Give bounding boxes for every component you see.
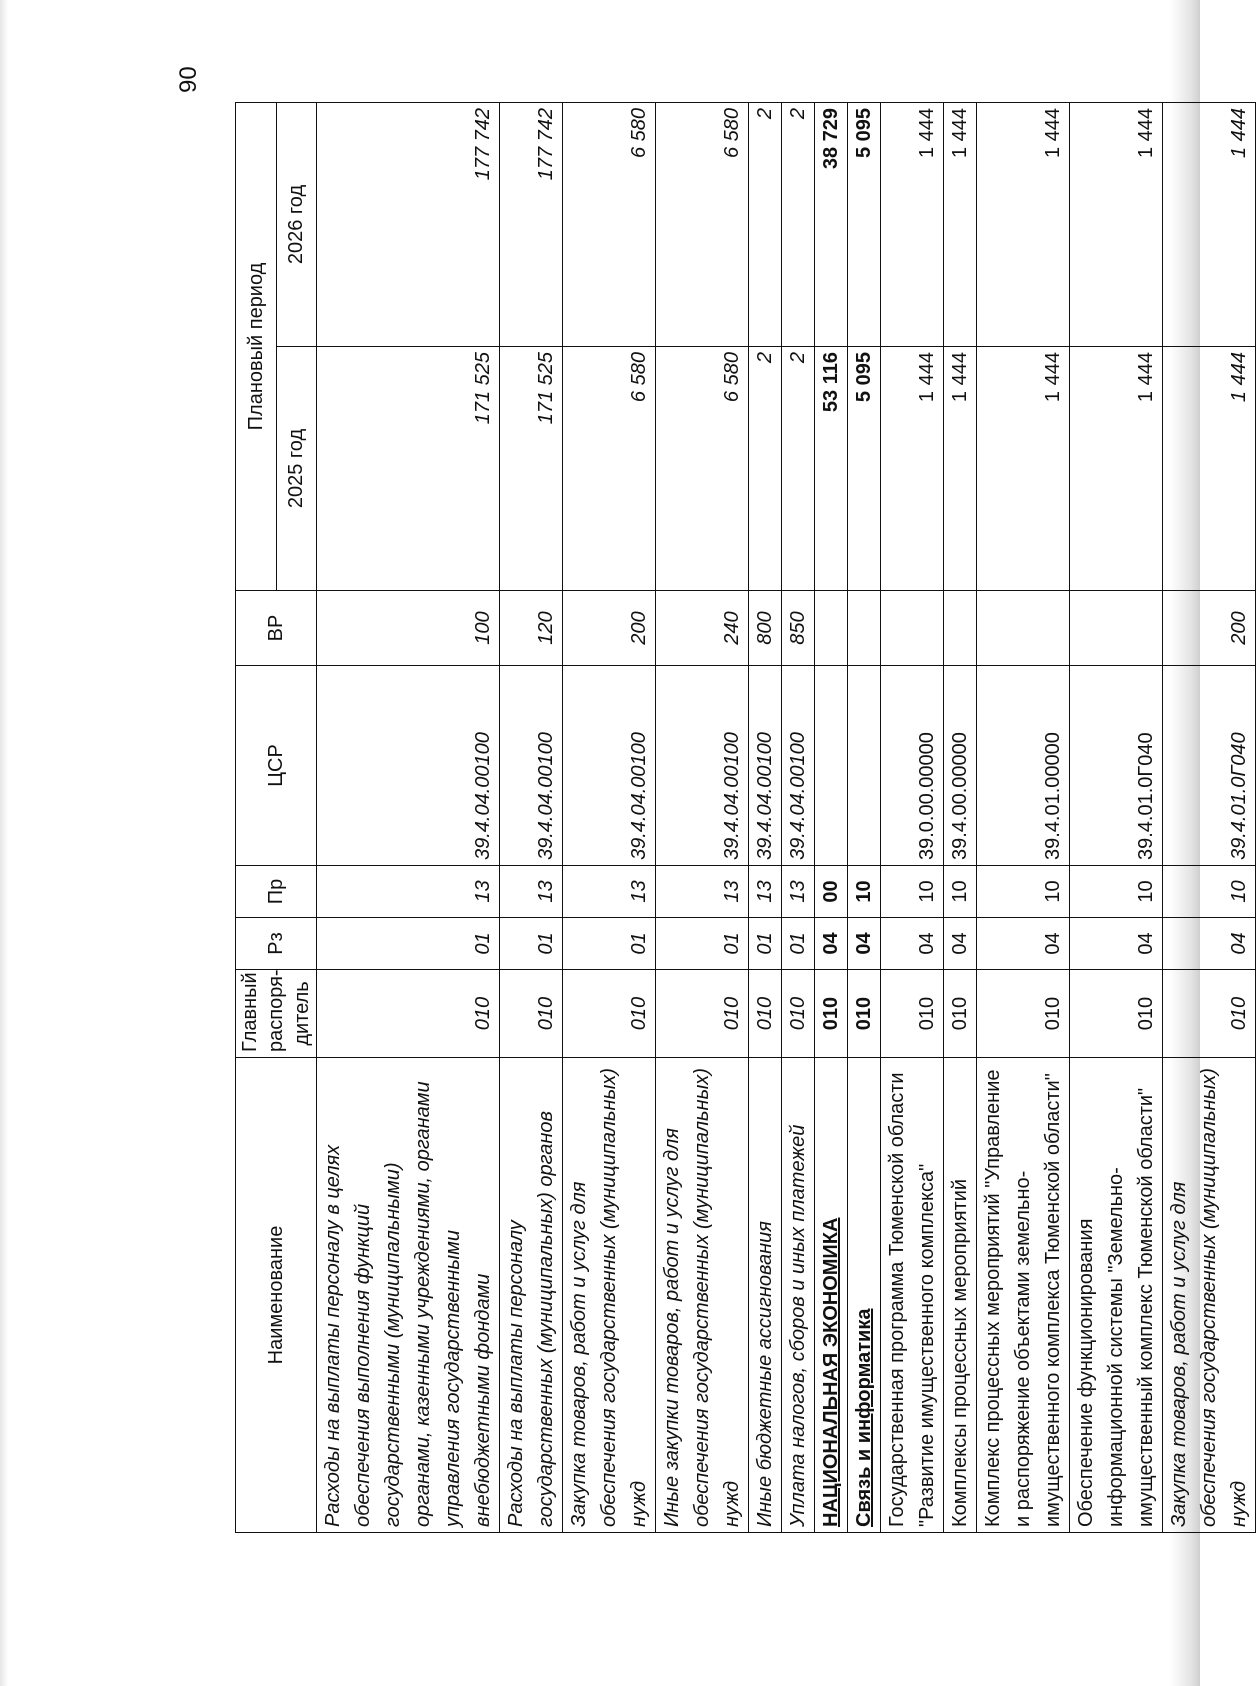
- header-planning-period: Плановый период: [236, 102, 277, 590]
- table-row: [782, 102, 815, 1532]
- table-cell-rz: 01: [782, 918, 815, 970]
- table-cell-name: [815, 1058, 848, 1533]
- table-cell-2025: 1 444: [1070, 347, 1163, 591]
- header-rz: Рз: [236, 918, 317, 970]
- table-cell-rz: 01: [317, 918, 500, 970]
- table-cell-pr: 13: [563, 866, 656, 918]
- table-cell-chief-manager: 010: [815, 970, 848, 1058]
- table-cell-2025: 1 444: [944, 347, 977, 591]
- table-cell-2026: 38 729: [815, 102, 848, 346]
- table-cell-csr: 39.4.04.00100: [500, 666, 563, 866]
- table-cell-csr: 39.4.04.00100: [749, 666, 782, 866]
- row-name-text: Связь и информатика: [853, 1308, 875, 1527]
- table-cell-2025: 1 444: [977, 347, 1070, 591]
- table-cell-chief-manager: 010: [944, 970, 977, 1058]
- table-cell-csr: 39.0.00.00000: [881, 666, 944, 866]
- header-row-1: [236, 102, 277, 1532]
- table-cell-rz: 01: [749, 918, 782, 970]
- table-cell-pr: 10: [881, 866, 944, 918]
- table-cell-2025: 5 095: [848, 347, 881, 591]
- table-cell-rz: 01: [656, 918, 749, 970]
- table-cell-name: [749, 1058, 782, 1533]
- table-cell-name: [656, 1058, 749, 1533]
- table-cell-2025: 6 580: [656, 347, 749, 591]
- table-cell-2025: 53 116: [815, 347, 848, 591]
- row-name-text: НАЦИОНАЛЬНАЯ ЭКОНОМИКА: [820, 1217, 842, 1527]
- table-cell-vr: [977, 591, 1070, 666]
- table-cell-chief-manager: 010: [500, 970, 563, 1058]
- table-cell-2025: 171 525: [317, 347, 500, 591]
- table-cell-pr: 13: [749, 866, 782, 918]
- table-cell-2026: 1 444: [1070, 102, 1163, 346]
- table-cell-chief-manager: 010: [977, 970, 1070, 1058]
- header-name: Наименование: [236, 1058, 317, 1533]
- table-row: [1163, 102, 1256, 1532]
- table-cell-csr: 39.4.01.0Г040: [1163, 666, 1256, 866]
- table-cell-rz: 04: [848, 918, 881, 970]
- table-cell-pr: 10: [944, 866, 977, 918]
- table-cell-vr: [1070, 591, 1163, 666]
- table-row: [848, 102, 881, 1532]
- table-cell-2026: 1 444: [1163, 102, 1256, 346]
- row-name-text: Комплекс процессных мероприятий "Управление и распоряжение объектами земельно-имущественного комплекса Тюменской области": [982, 1069, 1064, 1527]
- table-cell-2026: 6 580: [563, 102, 656, 346]
- table-cell-2026: 5 095: [848, 102, 881, 346]
- table-cell-name: [977, 1058, 1070, 1533]
- table-cell-pr: 10: [848, 866, 881, 918]
- table-cell-csr: 39.4.04.00100: [656, 666, 749, 866]
- table-cell-pr: 13: [500, 866, 563, 918]
- table-cell-rz: 04: [881, 918, 944, 970]
- table-cell-name: [1163, 1058, 1256, 1533]
- table-cell-name: [848, 1058, 881, 1533]
- row-name-text: Закупка товаров, работ и услуг для обеспечения государственных (муниципальных) нужд: [568, 1068, 650, 1527]
- header-csr: ЦСР: [236, 666, 317, 866]
- table-cell-rz: 04: [815, 918, 848, 970]
- table-cell-rz: 04: [1163, 918, 1256, 970]
- table-cell-chief-manager: 010: [749, 970, 782, 1058]
- header-year-2026: 2026 год: [276, 102, 317, 346]
- table-cell-2026: 2: [749, 102, 782, 346]
- table-cell-chief-manager: 010: [317, 970, 500, 1058]
- row-name-text: Комплексы процессных мероприятий: [949, 1178, 971, 1527]
- table-row: [815, 102, 848, 1532]
- header-vr: ВР: [236, 591, 317, 666]
- table-cell-pr: 10: [1163, 866, 1256, 918]
- header-year-2025: 2025 год: [276, 347, 317, 591]
- table-row: [749, 102, 782, 1532]
- row-name-text: Расходы на выплаты персоналу в целях обеспечения выполнения функций государственными (муниципальными) органами, казенными учреждениями, органами управления государственными внебюджетными фондами: [322, 1081, 494, 1527]
- table-cell-chief-manager: 010: [848, 970, 881, 1058]
- table-cell-name: [500, 1058, 563, 1533]
- table-body: [317, 102, 1256, 1532]
- table-cell-pr: 13: [782, 866, 815, 918]
- table-cell-name: [563, 1058, 656, 1533]
- table-cell-2025: 1 444: [1163, 347, 1256, 591]
- table-cell-vr: 120: [500, 591, 563, 666]
- table-cell-2026: 1 444: [881, 102, 944, 346]
- table-cell-chief-manager: 010: [656, 970, 749, 1058]
- table-cell-rz: 01: [500, 918, 563, 970]
- table-cell-rz: 04: [944, 918, 977, 970]
- table-row: [977, 102, 1070, 1532]
- row-name-text: Обеспечение функционирования информационной системы "Земельно-имущественный комплекс Тюменской области": [1075, 1087, 1157, 1527]
- table-cell-2025: 171 525: [500, 347, 563, 591]
- table-cell-2025: 6 580: [563, 347, 656, 591]
- header-pr: Пр: [236, 866, 317, 918]
- table-cell-vr: 850: [782, 591, 815, 666]
- table-cell-vr: 200: [563, 591, 656, 666]
- table-cell-pr: 13: [656, 866, 749, 918]
- row-name-text: Расходы на выплаты персоналу государственных (муниципальных) органов: [505, 1111, 557, 1527]
- table-cell-csr: 39.4.01.00000: [977, 666, 1070, 866]
- table-cell-pr: 00: [815, 866, 848, 918]
- table-cell-vr: [815, 591, 848, 666]
- table-cell-name: [782, 1058, 815, 1533]
- table-cell-rz: 01: [563, 918, 656, 970]
- table-cell-vr: [944, 591, 977, 666]
- table-cell-name: [1070, 1058, 1163, 1533]
- table-row: [944, 102, 977, 1532]
- table-row: [317, 102, 500, 1532]
- table-cell-chief-manager: 010: [881, 970, 944, 1058]
- table-row: [656, 102, 749, 1532]
- header-chief-manager: Главный распоря-дитель: [236, 970, 317, 1058]
- budget-table: [235, 102, 1256, 1533]
- table-cell-vr: 800: [749, 591, 782, 666]
- table-cell-chief-manager: 010: [1070, 970, 1163, 1058]
- table-cell-2026: 177 742: [317, 102, 500, 346]
- row-name-text: Иные закупки товаров, работ и услуг для обеспечения государственных (муниципальных) нужд: [661, 1068, 743, 1527]
- table-cell-csr: 39.4.04.00100: [317, 666, 500, 866]
- table-cell-name: [944, 1058, 977, 1533]
- table-cell-pr: 10: [977, 866, 1070, 918]
- table-cell-2026: 1 444: [977, 102, 1070, 346]
- table-cell-name: [881, 1058, 944, 1533]
- table-cell-chief-manager: 010: [1163, 970, 1256, 1058]
- table-cell-2025: 2: [749, 347, 782, 591]
- table-cell-csr: [815, 666, 848, 866]
- table-cell-vr: 100: [317, 591, 500, 666]
- table-cell-vr: [881, 591, 944, 666]
- table-row: [1070, 102, 1163, 1532]
- table-cell-2026: 6 580: [656, 102, 749, 346]
- table-cell-rz: 04: [1070, 918, 1163, 970]
- page-number: 90: [175, 66, 202, 93]
- table-row: [563, 102, 656, 1532]
- table-cell-name: [317, 1058, 500, 1533]
- table-cell-pr: 13: [317, 866, 500, 918]
- table-cell-vr: 200: [1163, 591, 1256, 666]
- rotated-page: [135, 66, 1250, 1533]
- table-cell-vr: [848, 591, 881, 666]
- row-name-text: Иные бюджетные ассигнования: [754, 1221, 776, 1527]
- table-cell-rz: 04: [977, 918, 1070, 970]
- scan-shadow-left: [0, 0, 8, 1686]
- table-cell-csr: [848, 666, 881, 866]
- table-cell-2026: 177 742: [500, 102, 563, 346]
- table-cell-vr: 240: [656, 591, 749, 666]
- table-cell-csr: 39.4.04.00100: [563, 666, 656, 866]
- table-row: [881, 102, 944, 1532]
- table-row: [500, 102, 563, 1532]
- table-cell-2025: 2: [782, 347, 815, 591]
- table-cell-2025: 1 444: [881, 347, 944, 591]
- table-cell-csr: 39.4.00.00000: [944, 666, 977, 866]
- table-cell-chief-manager: 010: [563, 970, 656, 1058]
- table-cell-csr: 39.4.04.00100: [782, 666, 815, 866]
- row-name-text: Уплата налогов, сборов и иных платежей: [787, 1124, 809, 1527]
- row-name-text: Государственная программа Тюменской области "Развитие имущественного комплекса": [886, 1072, 938, 1527]
- row-name-text: Закупка товаров, работ и услуг для обеспечения государственных (муниципальных) нужд: [1168, 1068, 1250, 1527]
- table-cell-2026: 1 444: [944, 102, 977, 346]
- table-cell-pr: 10: [1070, 866, 1163, 918]
- table-cell-csr: 39.4.01.0Г040: [1070, 666, 1163, 866]
- table-cell-chief-manager: 010: [782, 970, 815, 1058]
- table-cell-2026: 2: [782, 102, 815, 346]
